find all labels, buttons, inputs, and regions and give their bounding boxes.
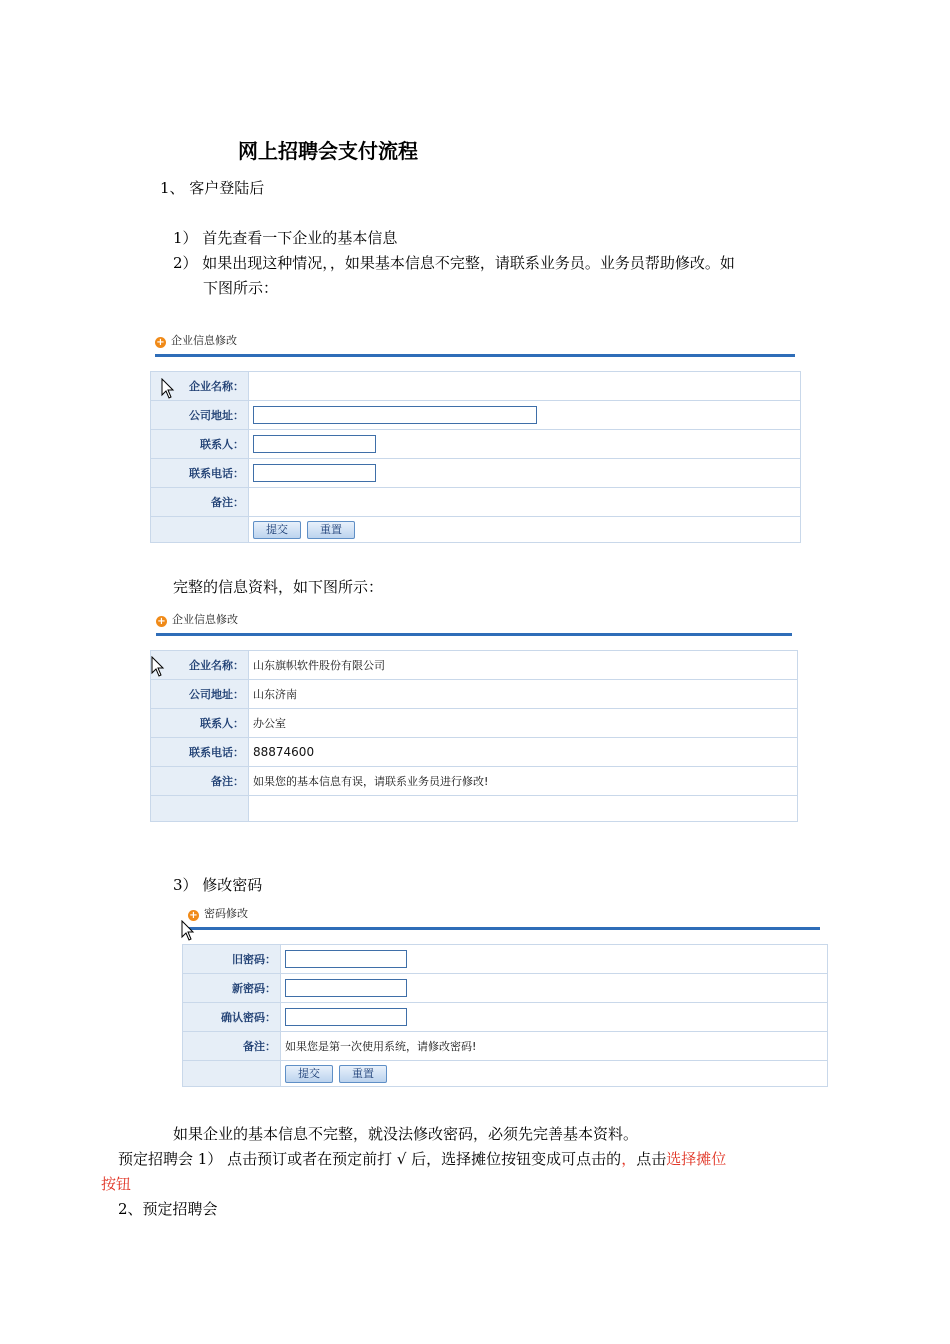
mouse-pointer-icon [181,920,195,942]
table-row [151,401,801,430]
table-row [183,945,828,974]
page-title: 网上招聘会支付流程 [238,139,418,163]
remark-value: 如果您的基本信息有误，请联系业务员进行修改! [249,767,798,796]
table-row [183,1061,828,1087]
company-name-value: 山东旗帜软件股份有限公司 [249,651,798,680]
header-divider [155,354,795,357]
password-change-form [182,944,828,1087]
table-row [151,651,798,680]
step-2-heading: 2、预定招聘会 [118,1200,218,1218]
header-divider [156,633,792,636]
reset-button[interactable]: 重置 [307,521,355,539]
table-row [183,1032,828,1061]
submit-button[interactable]: 提交 [285,1065,333,1083]
reset-button[interactable]: 重置 [339,1065,387,1083]
field-label: 旧密码： [183,945,281,974]
field-label: 新密码： [183,974,281,1003]
field-label: 公司地址： [151,680,249,709]
remark-value [249,488,801,517]
contact-value: 办公室 [249,709,798,738]
form-password-header [188,903,488,929]
field-label: 联系人： [151,709,249,738]
field-label: 公司地址： [151,401,249,430]
booking-click-text: 点击 [636,1150,667,1168]
table-row [151,680,798,709]
booking-text: 预定招聘会 1） 点击预订或者在预定前打 √ 后，选择摊位按钮变成可点击的 [118,1150,622,1168]
field-label: 确认密码： [183,1003,281,1032]
table-row [151,459,801,488]
panel-title: 企业信息修改 [172,613,238,626]
field-label: 联系电话： [151,459,249,488]
remark-value: 如果您是第一次使用系统，请修改密码! [281,1032,828,1061]
form-full-header [156,609,456,635]
table-row [151,517,801,543]
address-input[interactable] [253,406,537,424]
empty-cell [151,796,249,822]
table-row [183,974,828,1003]
table-row [151,796,798,822]
header-divider [188,927,820,930]
field-label: 企业名称： [151,651,249,680]
table-row [151,488,801,517]
new-password-input[interactable] [285,979,407,997]
empty-cell [183,1061,281,1087]
mouse-pointer-icon [161,378,175,400]
mouse-pointer-icon [151,656,165,678]
table-row [151,709,798,738]
note-paragraph: 如果企业的基本信息不完整，就没法修改密码，必须先完善基本资料。 [173,1125,639,1143]
address-value: 山东济南 [249,680,798,709]
booking-line-2: 按钮 [101,1175,132,1193]
contact-input[interactable] [253,435,376,453]
plus-circle-icon: + [189,910,198,921]
table-row [151,767,798,796]
list-item-3: 3） 修改密码 [173,876,263,894]
old-password-input[interactable] [285,950,407,968]
field-label: 备注： [151,767,249,796]
panel-title: 企业信息修改 [171,334,237,347]
phone-input[interactable] [253,464,376,482]
field-label: 联系人： [151,430,249,459]
panel-title: 密码修改 [204,907,248,920]
booking-line-1 [118,1149,726,1169]
form-empty-header [155,330,455,356]
field-label: 企业名称： [151,372,249,401]
select-booth-highlight: 选择摊位 [666,1150,727,1168]
field-label: 备注： [151,488,249,517]
empty-cell [151,517,249,543]
submit-button[interactable]: 提交 [253,521,301,539]
field-label: 联系电话： [151,738,249,767]
company-info-form-empty [150,371,801,543]
plus-circle-icon: + [157,616,166,627]
empty-cell [249,796,798,822]
table-row [183,1003,828,1032]
company-name-value [249,372,801,401]
field-label: 备注： [183,1032,281,1061]
plus-circle-icon: + [156,337,165,348]
confirm-password-input[interactable] [285,1008,407,1026]
table-row [151,430,801,459]
booking-comma: ， [621,1150,637,1168]
table-row [151,738,798,767]
list-item-1: 1） 首先查看一下企业的基本信息 [173,229,398,247]
step-1-heading: 1、 客户登陆后 [160,179,265,197]
list-item-2-line-1: 2） 如果出现这种情况，，如果基本信息不完整，请联系业务员。业务员帮助修改。如 [173,254,735,272]
complete-info-caption: 完整的信息资料，如下图所示： [173,578,384,596]
table-row [151,372,801,401]
phone-value: 88874600 [249,738,798,767]
list-item-2-line-2: 下图所示： [203,279,279,297]
company-info-form-full [150,650,798,822]
